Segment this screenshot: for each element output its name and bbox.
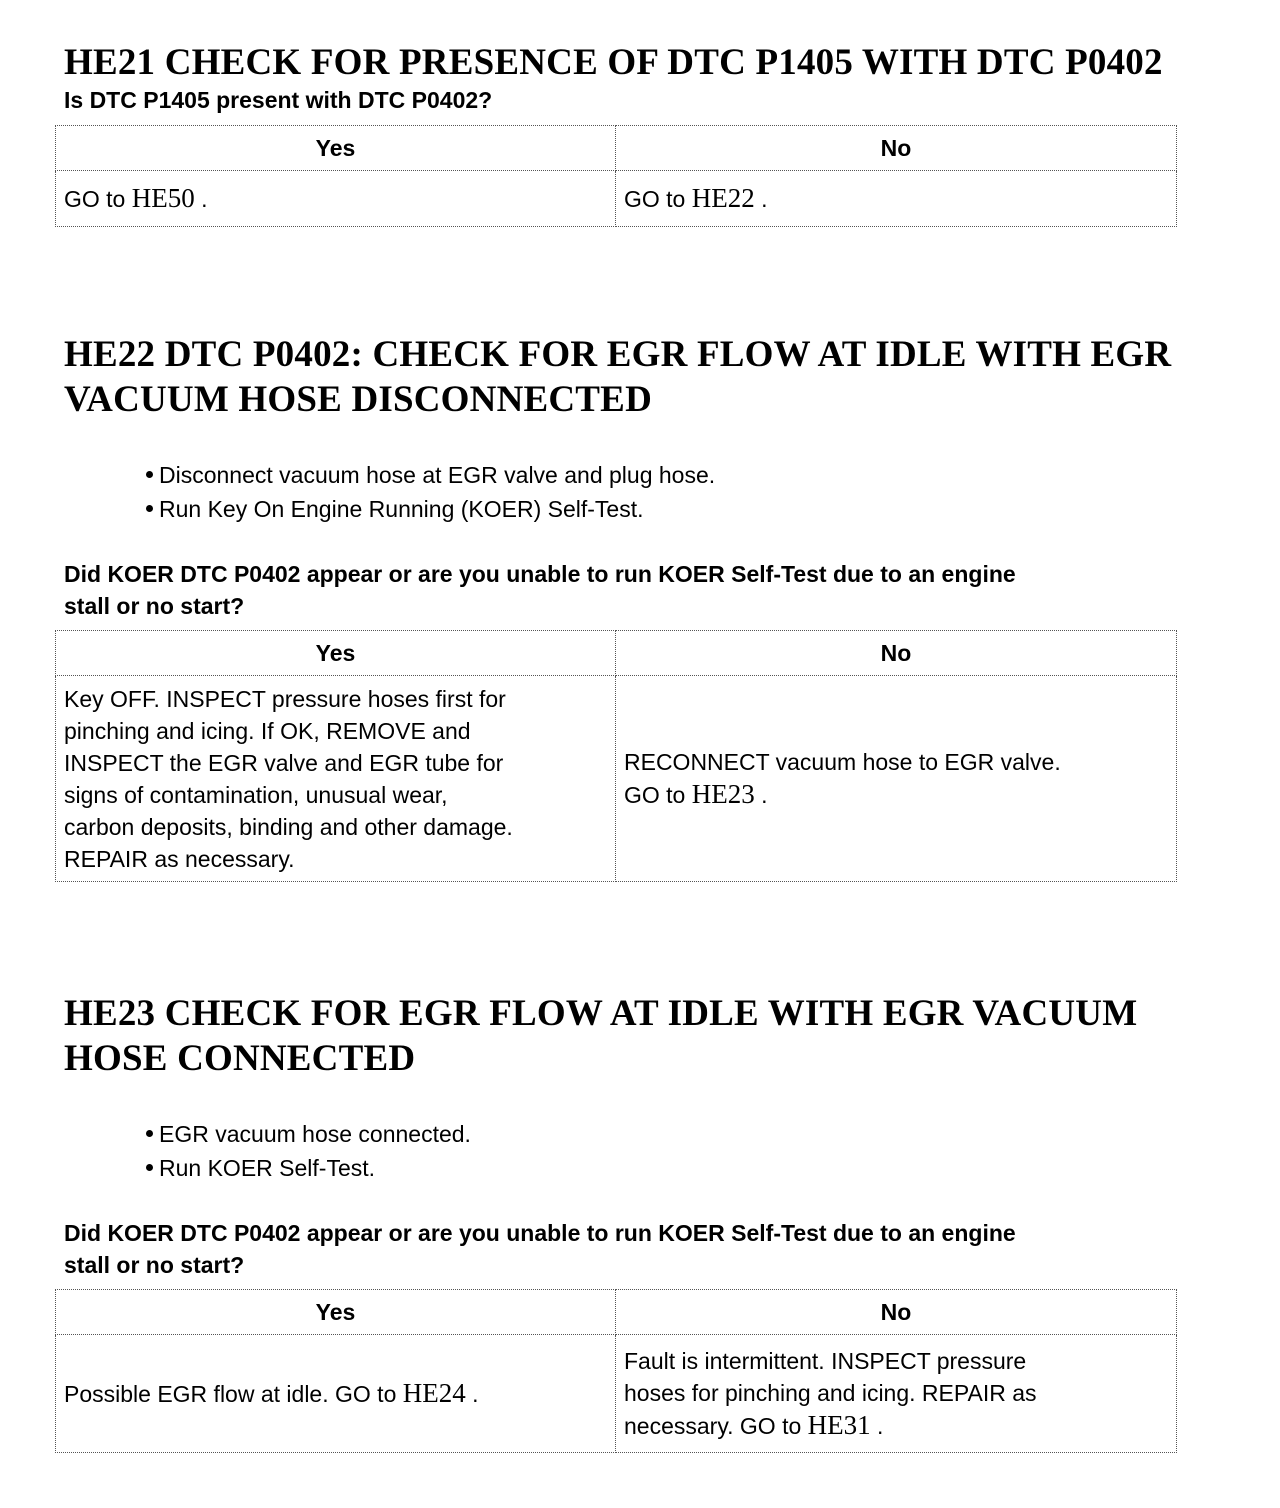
goto-he31-link[interactable]: HE31	[807, 1410, 871, 1440]
steps-list	[64, 458, 1234, 526]
no-header: No	[616, 126, 1177, 171]
section-question: Is DTC P1405 present with DTC P0402?	[64, 87, 493, 113]
section-he22	[64, 332, 1234, 622]
yes-header: Yes	[56, 126, 616, 171]
list-item: Run KOER Self-Test.	[146, 1151, 1234, 1185]
no-cell	[616, 171, 1177, 227]
list-item: Disconnect vacuum hose at EGR valve and plug hose.	[146, 458, 1234, 492]
goto-he23-link[interactable]: HE23	[691, 779, 755, 809]
section-question: Did KOER DTC P0402 appear or are you unable to run KOER Self-Test due to an engine stall or no start?	[64, 561, 1016, 619]
section-title: HE21 CHECK FOR PRESENCE OF DTC P1405 WITH DTC P0402	[64, 42, 1163, 83]
section-title-line1: HE23 CHECK FOR EGR FLOW AT IDLE WITH EGR VACUUM	[64, 993, 1138, 1034]
section-he21	[64, 40, 1234, 116]
yes-text: GO to	[64, 186, 126, 212]
section-title	[64, 991, 1234, 1081]
no-suffix: .	[754, 186, 768, 212]
goto-he22-link[interactable]: HE22	[691, 183, 755, 213]
goto-he50-link[interactable]: HE50	[131, 183, 195, 213]
section-title-line1: HE22 DTC P0402: CHECK FOR EGR FLOW AT IDLE WITH EGR	[64, 334, 1172, 375]
yes-header: Yes	[56, 1290, 616, 1335]
no-cell: Fault is intermittent. INSPECT pressure hoses for pinching and icing. REPAIR as necessary. GO to HE31 .	[616, 1335, 1177, 1453]
list-item: Run Key On Engine Running (KOER) Self-Test.	[146, 492, 1234, 526]
no-header: No	[616, 631, 1177, 676]
yes-cell: Key OFF. INSPECT pressure hoses first for pinching and icing. If OK, REMOVE and INSPECT the EGR valve and EGR tube for signs of contamination, unusual wear, carbon deposits, binding and other damage. REPAIR as necessary.	[56, 676, 616, 882]
bullet-icon	[146, 1130, 153, 1137]
no-text: GO to	[624, 186, 686, 212]
section-title	[64, 332, 1234, 422]
yes-no-table-he23	[55, 1289, 1177, 1453]
yes-no-table-he22	[55, 630, 1177, 882]
bullet-icon	[146, 471, 153, 478]
goto-he24-link[interactable]: HE24	[402, 1378, 466, 1408]
list-item: EGR vacuum hose connected.	[146, 1117, 1234, 1151]
section-question: Did KOER DTC P0402 appear or are you unable to run KOER Self-Test due to an engine stall or no start?	[64, 1220, 1016, 1278]
steps-list	[64, 1117, 1234, 1185]
section-he23	[64, 991, 1234, 1281]
yes-cell	[56, 171, 616, 227]
yes-header: Yes	[56, 631, 616, 676]
yes-suffix: .	[194, 186, 208, 212]
yes-no-table-he21	[55, 125, 1177, 227]
no-cell: RECONNECT vacuum hose to EGR valve. GO to HE23 .	[616, 676, 1177, 882]
yes-cell: Possible EGR flow at idle. GO to HE24 .	[56, 1335, 616, 1453]
bullet-icon	[146, 1164, 153, 1171]
no-header: No	[616, 1290, 1177, 1335]
bullet-icon	[146, 505, 153, 512]
section-title-line2: HOSE CONNECTED	[64, 1038, 416, 1079]
section-title-line2: VACUUM HOSE DISCONNECTED	[64, 379, 652, 420]
